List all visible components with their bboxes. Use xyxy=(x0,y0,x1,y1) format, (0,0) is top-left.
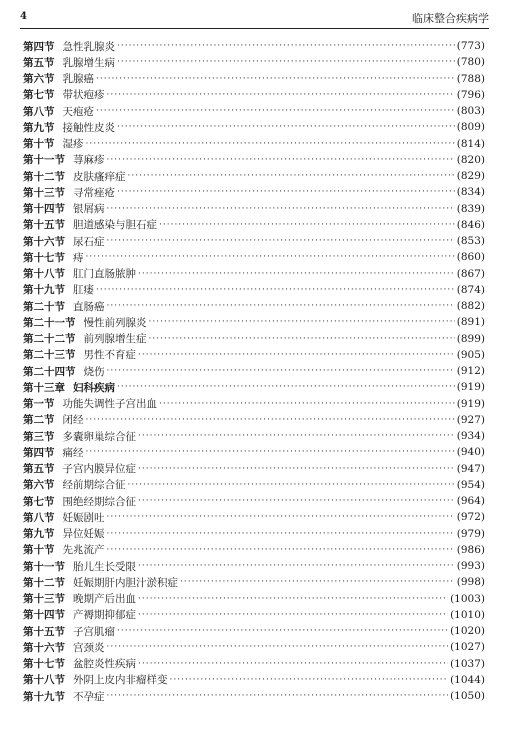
section-title: 天疱疮 xyxy=(62,105,94,118)
section-title: 胎儿生长受限 xyxy=(73,560,136,573)
toc-row xyxy=(23,71,485,87)
toc-row xyxy=(23,249,485,265)
section-title: 经前期综合征 xyxy=(62,479,126,492)
section-title: 直肠癌 xyxy=(73,300,105,313)
section-title: 子宫肌瘤 xyxy=(73,625,115,638)
section-title: 宫颈炎 xyxy=(73,641,105,654)
section-title: 尿石症 xyxy=(73,235,105,248)
toc-row xyxy=(23,542,485,558)
dot-leader xyxy=(180,577,455,587)
dot-leader xyxy=(117,382,455,392)
page-reference: (867) xyxy=(456,267,485,280)
dot-leader xyxy=(107,155,455,165)
section-number: 第十三节 xyxy=(23,186,65,199)
dot-leader xyxy=(96,285,455,295)
section-title: 寻常痤疮 xyxy=(73,186,115,199)
toc-row xyxy=(23,412,485,428)
toc-row xyxy=(23,428,485,444)
page-reference: (780) xyxy=(456,56,485,69)
toc-row xyxy=(23,591,485,607)
section-number: 第二十二节 xyxy=(23,333,76,346)
section-title: 带状疱疹 xyxy=(62,89,105,102)
dot-leader xyxy=(86,139,455,149)
toc-row xyxy=(23,298,485,314)
section-title: 先兆流产 xyxy=(62,544,105,557)
page-reference: (1050) xyxy=(450,690,485,703)
section-number: 第十四节 xyxy=(23,203,65,216)
toc-row xyxy=(23,152,485,168)
section-number: 第九节 xyxy=(23,528,55,541)
section-title: 痔 xyxy=(73,251,84,264)
dot-leader xyxy=(138,610,448,620)
page-reference: (834) xyxy=(456,186,485,199)
toc-row xyxy=(23,623,485,639)
page-reference: (964) xyxy=(456,495,485,508)
toc-row xyxy=(23,331,485,347)
toc-row xyxy=(23,444,485,460)
section-number: 第七节 xyxy=(23,495,55,508)
toc-chapter-row xyxy=(23,379,485,395)
section-number: 第五节 xyxy=(23,56,55,69)
dot-leader xyxy=(107,204,455,214)
dot-leader xyxy=(86,447,455,457)
page-reference: (986) xyxy=(456,543,485,556)
page-reference: (940) xyxy=(456,446,485,459)
dot-leader xyxy=(128,480,455,490)
page-reference: (773) xyxy=(456,40,485,53)
dot-leader xyxy=(107,529,455,539)
section-number: 第二十一节 xyxy=(23,316,76,329)
dot-leader xyxy=(107,301,455,311)
toc-row xyxy=(23,688,485,704)
dot-leader xyxy=(138,496,455,506)
page-reference: (874) xyxy=(456,283,485,296)
dot-leader xyxy=(117,626,448,636)
toc-row xyxy=(23,461,485,477)
toc-row xyxy=(23,233,485,249)
section-title: 慢性前列腺炎 xyxy=(83,316,147,329)
page-reference: (839) xyxy=(456,202,485,215)
toc-row xyxy=(23,119,485,135)
page-reference: (1044) xyxy=(450,673,485,686)
dot-leader xyxy=(138,594,448,604)
toc-row xyxy=(23,347,485,363)
page-reference: (919) xyxy=(456,381,485,394)
section-number: 第十一节 xyxy=(23,154,65,167)
toc-row xyxy=(23,54,485,70)
section-number: 第二节 xyxy=(23,414,55,427)
dot-leader xyxy=(117,57,455,67)
dot-leader xyxy=(86,415,455,425)
section-number: 第五节 xyxy=(23,463,55,476)
page-header xyxy=(20,10,489,29)
section-number: 第八节 xyxy=(23,105,55,118)
section-title: 外阴上皮内非瘤样变 xyxy=(73,674,168,687)
dot-leader xyxy=(138,561,455,571)
page-reference: (891) xyxy=(456,316,485,329)
page-reference: (912) xyxy=(456,365,485,378)
section-number: 第一节 xyxy=(23,398,55,411)
dot-leader xyxy=(96,106,455,116)
dot-leader xyxy=(107,691,449,701)
toc-row xyxy=(23,201,485,217)
section-title: 子宫内膜异位症 xyxy=(62,463,136,476)
dot-leader xyxy=(138,350,455,360)
section-number: 第十六节 xyxy=(23,235,65,248)
toc-row xyxy=(23,266,485,282)
section-number: 第八节 xyxy=(23,511,55,524)
section-title: 乳腺癌 xyxy=(62,73,94,86)
section-title: 妊娠剧吐 xyxy=(62,511,105,524)
section-title: 湿疹 xyxy=(62,138,84,151)
section-title: 晚期产后出血 xyxy=(73,593,136,606)
toc-row xyxy=(23,38,485,54)
page-reference: (846) xyxy=(456,218,485,231)
toc-row xyxy=(23,509,485,525)
toc-row xyxy=(23,282,485,298)
dot-leader xyxy=(170,675,449,685)
dot-leader xyxy=(107,512,455,522)
dot-leader xyxy=(128,171,455,181)
section-number: 第十九节 xyxy=(23,690,65,703)
dot-leader xyxy=(149,317,455,327)
section-title: 荨麻疹 xyxy=(73,154,105,167)
section-title: 功能失调性子宫出血 xyxy=(62,398,157,411)
section-title: 乳腺增生病 xyxy=(62,56,115,69)
dot-leader xyxy=(107,642,449,652)
section-title: 男性不育症 xyxy=(83,349,136,362)
dot-leader xyxy=(138,431,455,441)
page-reference: (899) xyxy=(456,332,485,345)
dot-leader xyxy=(107,90,455,100)
page-reference: (927) xyxy=(456,413,485,426)
page-reference: (853) xyxy=(456,235,485,248)
toc-row xyxy=(23,217,485,233)
section-title: 盆腔炎性疾病 xyxy=(73,658,136,671)
chapter-title: 妇科疾病 xyxy=(73,381,115,394)
section-title: 异位妊娠 xyxy=(62,528,105,541)
dot-leader xyxy=(107,366,455,376)
dot-leader xyxy=(117,41,455,51)
page-reference: (1020) xyxy=(450,625,485,638)
page-reference: (882) xyxy=(456,300,485,313)
section-title: 烧伤 xyxy=(83,365,105,378)
section-title: 肛门直肠脓肿 xyxy=(73,268,136,281)
page-reference: (919) xyxy=(456,397,485,410)
dot-leader xyxy=(149,334,455,344)
page-reference: (905) xyxy=(456,348,485,361)
page-reference: (796) xyxy=(456,88,485,101)
section-number: 第七节 xyxy=(23,89,55,102)
page-reference: (993) xyxy=(456,560,485,573)
dot-leader xyxy=(107,545,455,555)
toc-row xyxy=(23,656,485,672)
toc-row xyxy=(23,574,485,590)
section-number: 第十节 xyxy=(23,138,55,151)
section-number: 第十六节 xyxy=(23,641,65,654)
section-title: 肛瘘 xyxy=(73,284,94,297)
section-number: 第十八节 xyxy=(23,268,65,281)
section-title: 多囊卵巢综合征 xyxy=(62,430,136,443)
section-title: 接触性皮炎 xyxy=(62,121,115,134)
dot-leader xyxy=(159,399,455,409)
toc-row xyxy=(23,103,485,119)
section-number: 第十九节 xyxy=(23,284,65,297)
dot-leader xyxy=(138,269,455,279)
dot-leader xyxy=(107,236,455,246)
page-reference: (860) xyxy=(456,251,485,264)
toc-row xyxy=(23,396,485,412)
dot-leader xyxy=(96,74,455,84)
dot-leader xyxy=(138,659,448,669)
page-reference: (998) xyxy=(456,576,485,589)
section-number: 第四节 xyxy=(23,40,55,53)
page-reference: (947) xyxy=(456,462,485,475)
toc-row xyxy=(23,363,485,379)
section-title: 银屑病 xyxy=(73,203,105,216)
page-reference: (934) xyxy=(456,430,485,443)
toc-row xyxy=(23,477,485,493)
toc-row xyxy=(23,672,485,688)
book-title: 临床整合疾病学 xyxy=(412,12,489,25)
toc-row xyxy=(23,184,485,200)
toc-row xyxy=(23,493,485,509)
section-number: 第十二节 xyxy=(23,170,65,183)
section-number: 第十五节 xyxy=(23,625,65,638)
toc-row xyxy=(23,87,485,103)
section-number: 第六节 xyxy=(23,73,55,86)
page-reference: (829) xyxy=(456,170,485,183)
toc-row xyxy=(23,136,485,152)
page-reference: (1010) xyxy=(450,608,485,621)
toc-row xyxy=(23,639,485,655)
section-number: 第十五节 xyxy=(23,219,65,232)
page-reference: (954) xyxy=(456,478,485,491)
page-reference: (972) xyxy=(456,511,485,524)
dot-leader xyxy=(159,220,455,230)
dot-leader xyxy=(86,252,455,262)
section-title: 闭经 xyxy=(62,414,84,427)
page-reference: (1027) xyxy=(450,641,485,654)
section-number: 第十七节 xyxy=(23,251,65,264)
section-title: 皮肤瘙痒症 xyxy=(73,170,126,183)
section-title: 前列腺增生症 xyxy=(83,333,147,346)
page-reference: (1003) xyxy=(450,592,485,605)
page-reference: (814) xyxy=(456,137,485,150)
dot-leader xyxy=(117,187,455,197)
section-title: 围绝经期综合征 xyxy=(62,495,136,508)
section-number: 第二十节 xyxy=(23,300,65,313)
page-number: 4 xyxy=(20,11,27,22)
page-reference: (820) xyxy=(456,153,485,166)
toc-row xyxy=(23,558,485,574)
toc-row xyxy=(23,314,485,330)
toc-row xyxy=(23,526,485,542)
section-number: 第十一节 xyxy=(23,560,65,573)
section-number: 第三节 xyxy=(23,430,55,443)
section-number: 第十八节 xyxy=(23,674,65,687)
section-title: 妊娠期肝内胆汁淤积症 xyxy=(73,576,178,589)
section-number: 第二十三节 xyxy=(23,349,76,362)
page-reference: (788) xyxy=(456,72,485,85)
section-number: 第二十四节 xyxy=(23,365,76,378)
section-number: 第四节 xyxy=(23,446,55,459)
section-title: 痛经 xyxy=(62,446,84,459)
section-number: 第十二节 xyxy=(23,576,65,589)
section-title: 产褥期抑郁症 xyxy=(73,609,136,622)
page-reference: (809) xyxy=(456,121,485,134)
page-reference: (803) xyxy=(456,105,485,118)
section-number: 第六节 xyxy=(23,479,55,492)
toc-row xyxy=(23,607,485,623)
toc-row xyxy=(23,168,485,184)
section-number: 第十节 xyxy=(23,544,55,557)
chapter-number: 第十三章 xyxy=(23,381,65,394)
section-number: 第九节 xyxy=(23,121,55,134)
table-of-contents xyxy=(23,38,485,704)
dot-leader xyxy=(138,464,455,474)
section-title: 急性乳腺炎 xyxy=(62,40,115,53)
dot-leader xyxy=(117,122,455,132)
section-number: 第十四节 xyxy=(23,609,65,622)
page-reference: (1037) xyxy=(450,657,485,670)
section-title: 胆道感染与胆石症 xyxy=(73,219,157,232)
section-title: 不孕症 xyxy=(73,690,105,703)
section-number: 第十三节 xyxy=(23,593,65,606)
page-reference: (979) xyxy=(456,527,485,540)
section-number: 第十七节 xyxy=(23,658,65,671)
